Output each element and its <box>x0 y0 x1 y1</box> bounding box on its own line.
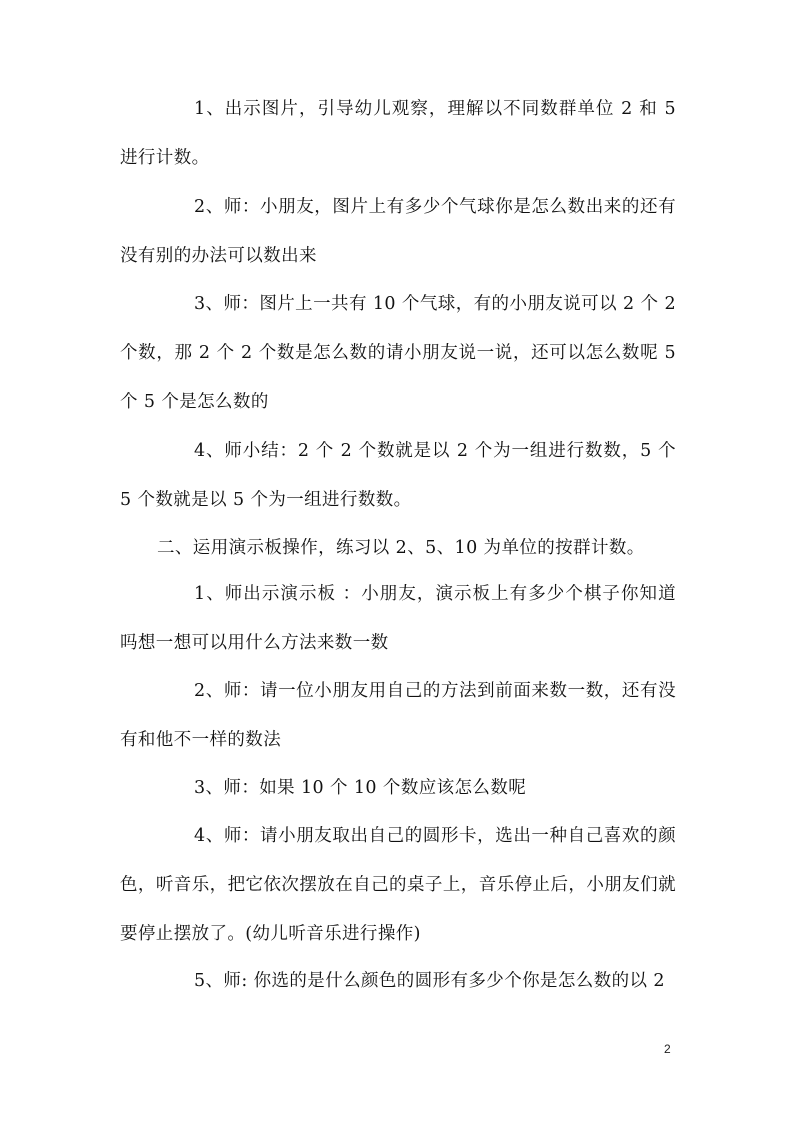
paragraph-2: 2、师：小朋友，图片上有多少个气球你是怎么数出来的还有没有别的办法可以数出来 <box>120 197 676 266</box>
paragraph-3: 3、师：图片上一共有 10 个气球，有的小朋友说可以 2 个 2 个数，那 2 个 2 个数是怎么数的请小朋友说一说，还可以怎么数呢 5 个 5 个是怎么数的 <box>120 294 676 412</box>
paragraph-5: 1、师出示演示板 ：小朋友，演示板上有多少个棋子你知道吗想一想可以用什么方法来数一数 <box>120 584 676 653</box>
paragraph-8: 4、师：请小朋友取出自己的圆形卡，选出一种自己喜欢的颜色，听音乐，把它依次摆放在自己的桌子上，音乐停止后，小朋友们就要停止摆放了。(幼儿听音乐进行操作) <box>120 826 676 944</box>
paragraph-1: 1、出示图片，引导幼儿观察，理解以不同数群单位 2 和 5 进行计数。 <box>120 99 676 168</box>
paragraph-9: 5、师: 你选的是什么颜色的圆形有多少个你是怎么数的以 2 <box>194 971 665 991</box>
paragraph-4: 4、师小结：2 个 2 个数就是以 2 个为一组进行数数，5 个 5 个数就是以 5 个为一组进行数数。 <box>120 441 676 510</box>
page-number: 2 <box>664 1042 671 1056</box>
paragraph-7: 3、师：如果 10 个 10 个数应该怎么数呢 <box>194 778 527 798</box>
paragraph-6: 2、师：请一位小朋友用自己的方法到前面来数一数，还有没有和他不一样的数法 <box>120 681 676 750</box>
section-heading: 二、运用演示板操作，练习以 2、5、10 为单位的按群计数。 <box>157 538 645 558</box>
